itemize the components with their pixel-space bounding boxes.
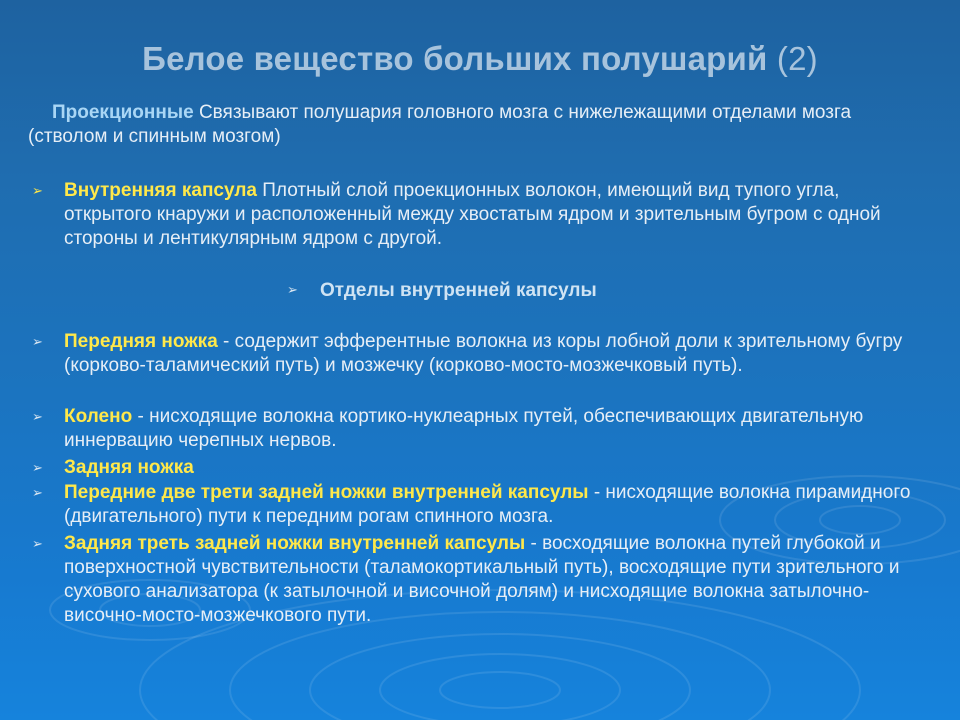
bullet-arrow-icon: ➢ — [287, 282, 298, 297]
list-item-genu — [64, 405, 924, 453]
capsule-text: Плотный слой проекционных волокон, имеющий вид тупого угла, открытого кнаружи и расположенный между хвостатым ядром и зрительным бугром с одной стороны и лентикулярным ядром с другой. — [64, 180, 881, 249]
item-term: Задняя треть задней ножки внутренней капсулы — [64, 533, 526, 554]
bullet-arrow-icon: ➢ — [32, 536, 43, 551]
bullet-arrow-icon: ➢ — [32, 334, 43, 349]
bullet-arrow-icon: ➢ — [32, 460, 43, 475]
list-item-posterior-two-thirds — [64, 481, 924, 529]
bullet-arrow-icon: ➢ — [32, 485, 43, 500]
title-number: (2) — [776, 40, 818, 77]
divisions-heading: Отделы внутренней капсулы — [320, 280, 597, 301]
intro-paragraph — [28, 101, 918, 149]
capsule-paragraph — [64, 179, 924, 251]
list-item-posterior-third — [64, 532, 929, 628]
item-text: - нисходящие волокна пирамидного (двигательного) пути к передним рогам спинного мозга. — [64, 482, 911, 527]
item-term: Передние две трети задней ножки внутренней капсулы — [64, 482, 589, 503]
item-term: Задняя ножка — [64, 457, 194, 478]
slide-title — [0, 40, 960, 78]
item-text: - восходящие волокна путей глубокой и поверхностной чувствительности (таламокортикальный путь), восходящие пути зрительного и сухового анализатора (к затылочной и височной долям) и нисходящие волокна затылочно-височно-мосто-мозжечкового пути. — [64, 533, 900, 626]
capsule-term: Внутренняя капсула — [64, 180, 257, 201]
list-item-posterior-limb — [64, 456, 924, 480]
list-item-anterior-limb — [64, 330, 924, 378]
intro-text: Связывают полушария головного мозга с нижележащими отделами мозга (стволом и спинным мозгом) — [28, 102, 852, 147]
bullet-arrow-icon: ➢ — [32, 409, 43, 424]
intro-term: Проекционные — [52, 102, 194, 123]
item-text: - нисходящие волокна кортико-нуклеарных путей, обеспечивающих двигательную иннервацию черепных нервов. — [64, 406, 864, 451]
item-text: - содержит эфферентные волокна из коры лобной доли к зрительному бугру (корково-таламический путь) и мозжечку (корково-мосто-мозжечковый путь). — [64, 331, 903, 376]
title-main: Белое вещество больших полушарий — [142, 40, 768, 77]
item-term: Передняя ножка — [64, 331, 218, 352]
bullet-arrow-icon: ➢ — [32, 183, 43, 198]
item-term: Колено — [64, 406, 133, 427]
